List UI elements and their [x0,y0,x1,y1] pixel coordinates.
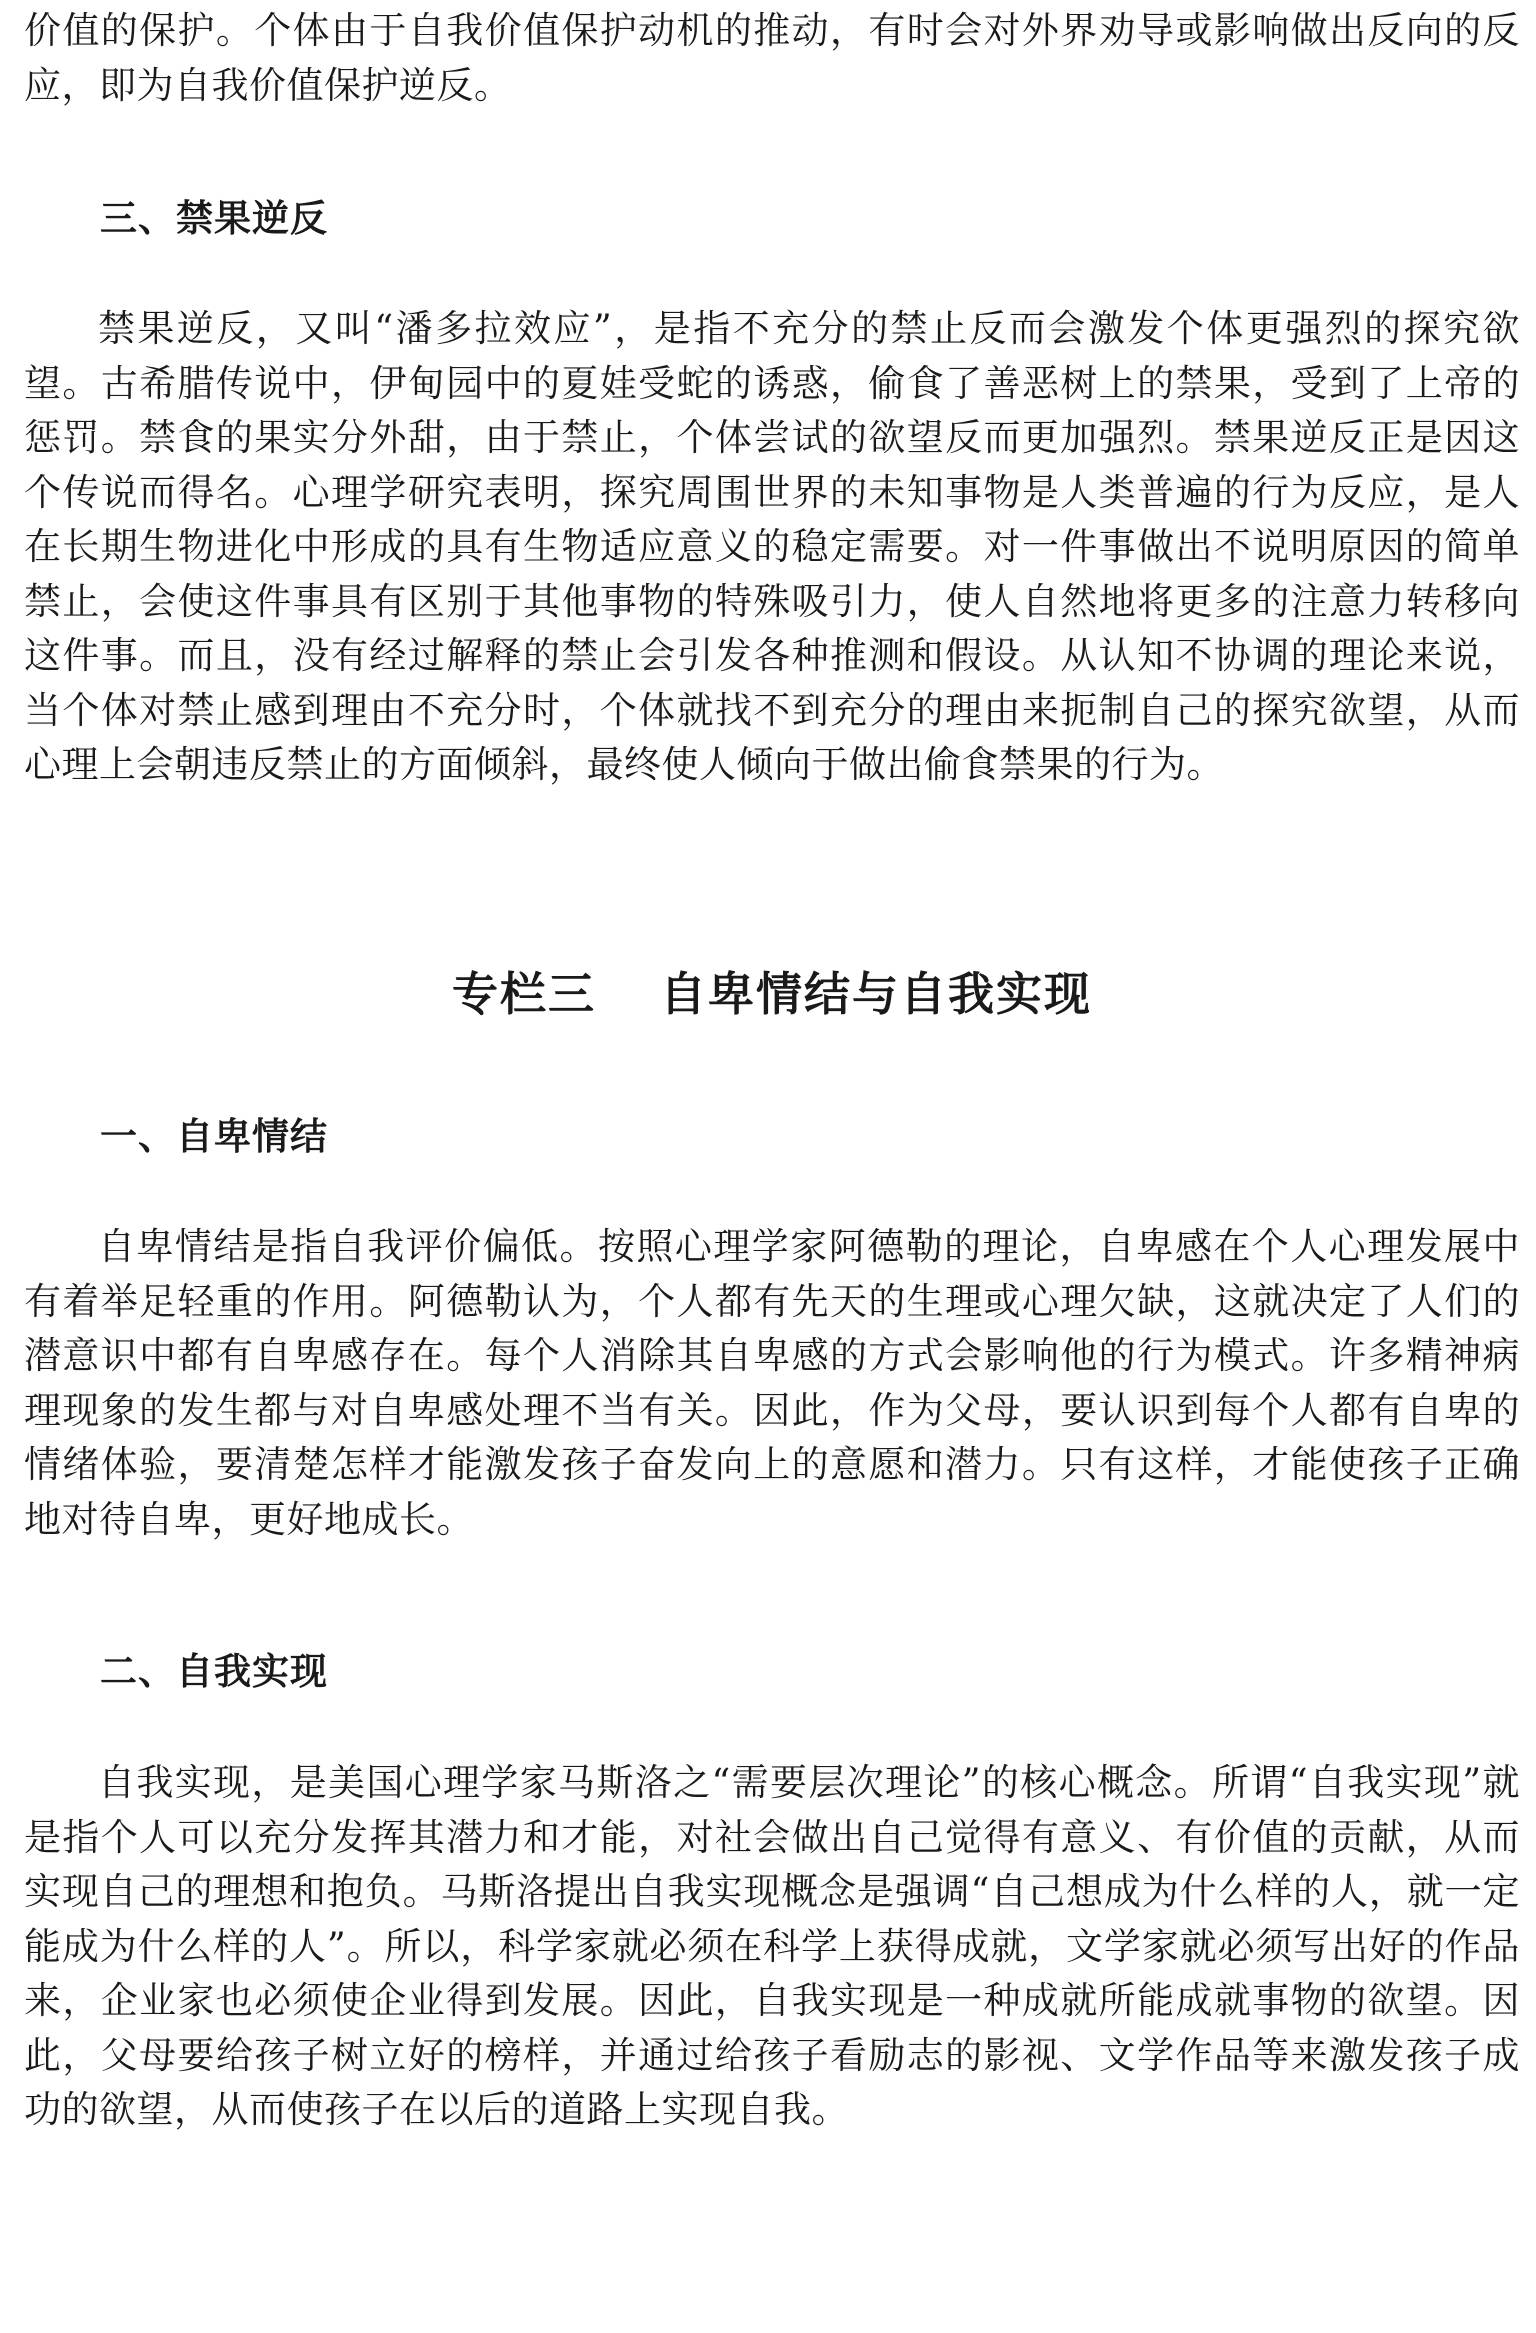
column-title-text: 自卑情结与自我实现 [660,967,1092,1021]
section-heading-self-actualization: 二、自我实现 [100,1650,328,1693]
body-paragraph-self-actualization: 自我实现，是美国心理学家马斯洛之“需要层次理论”的核心概念。所谓“自我实现”就是指个人可以充分发挥其潜力和才能，对社会做出自己觉得有意义、有价值的贡献，从而实现自己的理想和抱负。马斯洛提出自我实现概念是强调“自己想成为什么样的人，就一定能成为什么样的人”。所以，科学家就必须在科学上获得成就，文学家就必须写出好的作品来，企业家也必须使企业得到发展。因此，自我实现是一种成就所能成就事物的欲望。因此，父母要给孩子树立好的榜样，并通过给孩子看励志的影视、文学作品等来激发孩子成功的欲望，从而使孩子在以后的道路上实现自我。 [24,1761,1520,2131]
column-title [24,964,1520,1024]
column-label: 专栏三 [452,967,596,1021]
body-paragraph-self-worth: 价值的保护。个体由于自我价值保护动机的推动，有时会对外界劝导或影响做出反向的反应，即为自我价值保护逆反。 [24,9,1520,107]
body-paragraph-inferiority: 自卑情结是指自我评价偏低。按照心理学家阿德勒的理论，自卑感在个人心理发展中有着举足轻重的作用。阿德勒认为，个人都有先天的生理或心理欠缺，这就决定了人们的潜意识中都有自卑感存在。每个人消除其自卑感的方式会影响他的行为模式。许多精神病理现象的发生都与对自卑感处理不当有关。因此，作为父母，要认识到每个人都有自卑的情绪体验，要清楚怎样才能激发孩子奋发向上的意愿和潜力。只有这样，才能使孩子正确地对待自卑，更好地成长。 [24,1225,1520,1541]
body-paragraph-forbidden-fruit: 禁果逆反，又叫“潘多拉效应”，是指不充分的禁止反而会激发个体更强烈的探究欲望。古希腊传说中，伊甸园中的夏娃受蛇的诱惑，偷食了善恶树上的禁果，受到了上帝的惩罚。禁食的果实分外甜，由于禁止，个体尝试的欲望反而更加强烈。禁果逆反正是因这个传说而得名。心理学研究表明，探究周围世界的未知事物是人类普遍的行为反应，是人在长期生物进化中形成的具有生物适应意义的稳定需要。对一件事做出不说明原因的简单禁止，会使这件事具有区别于其他事物的特殊吸引力，使人自然地将更多的注意力转移向这件事。而且，没有经过解释的禁止会引发各种推测和假设。从认知不协调的理论来说，当个体对禁止感到理由不充分时，个体就找不到充分的理由来扼制自己的探究欲望，从而心理上会朝违反禁止的方面倾斜，最终使人倾向于做出偷食禁果的行为。 [24,307,1520,786]
section-heading-inferiority: 一、自卑情结 [100,1115,328,1158]
section-heading-forbidden-fruit: 三、禁果逆反 [100,197,328,240]
